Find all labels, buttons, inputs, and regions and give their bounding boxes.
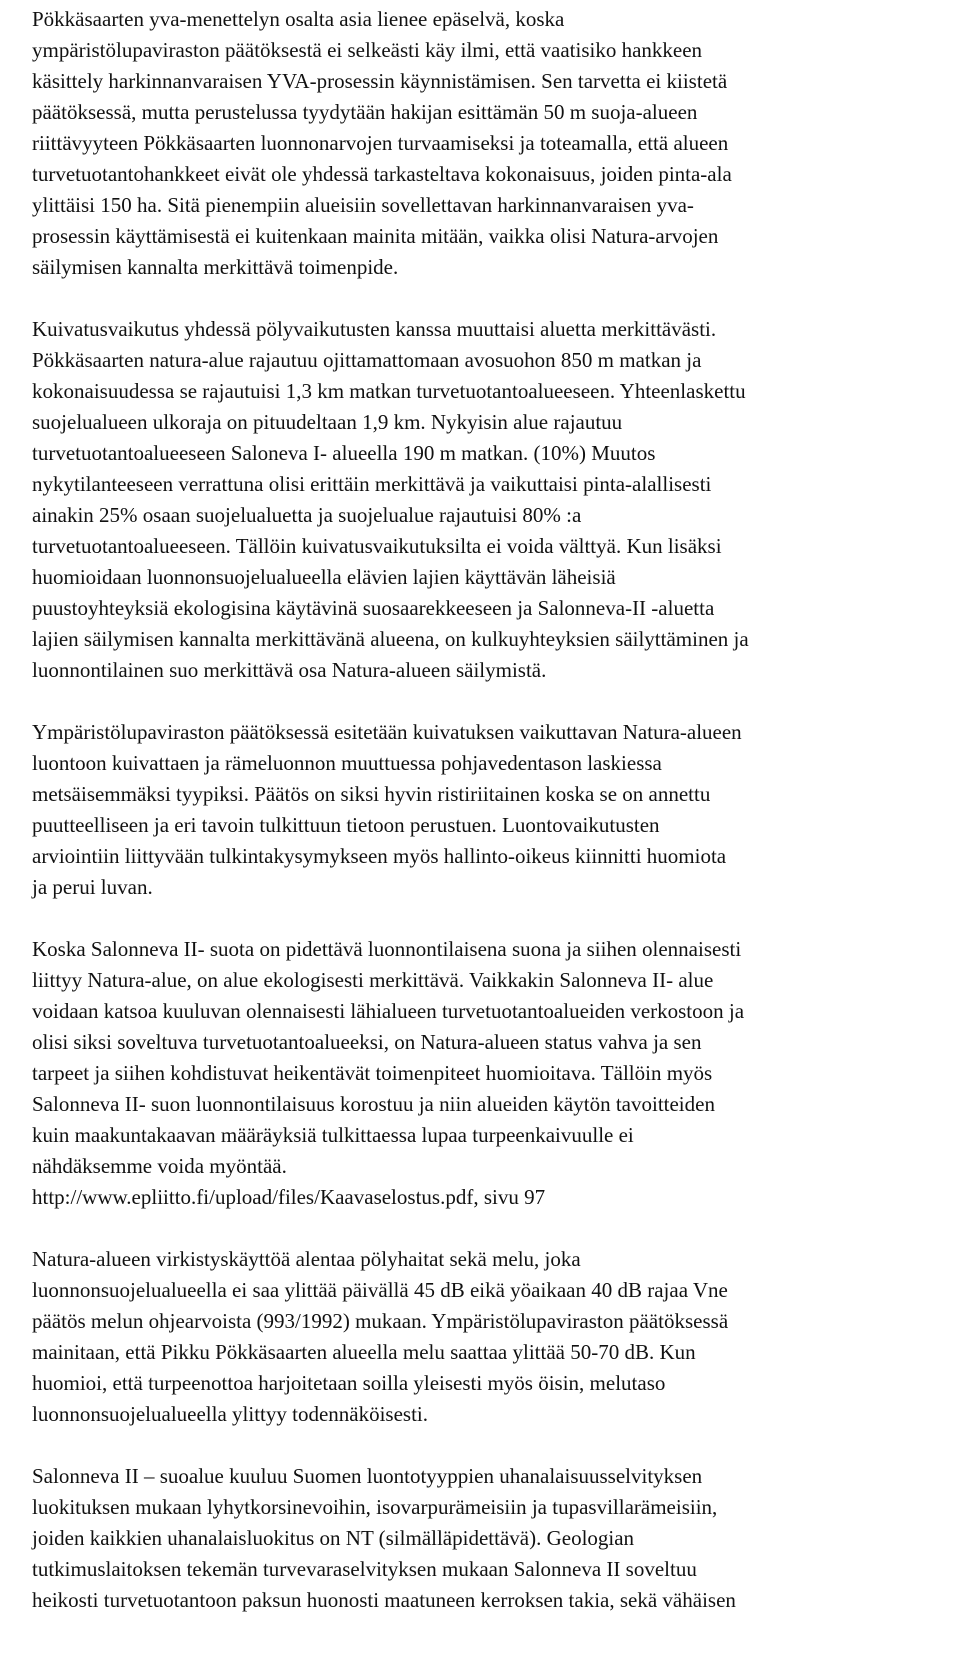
text-line: päätöksessä, mutta perustelussa tyydytään hakijan esittämän 50 m suoja-alueen: [32, 100, 698, 124]
document-page: [32, 4, 946, 1616]
text-line: päätös melun ohjearvoista (993/1992) mukaan. Ympäristölupaviraston päätöksessä: [32, 1309, 729, 1333]
text-line: luonnonsuojelualueella ei saa ylittää päivällä 45 dB eikä yöaikaan 40 dB rajaa Vne: [32, 1278, 728, 1302]
text-line: turvetuotantoalueeseen. Tällöin kuivatusvaikutuksilta ei voida välttyä. Kun lisäksi: [32, 534, 722, 558]
text-line: ja perui luvan.: [32, 875, 153, 899]
text-line: ympäristölupaviraston päätöksestä ei selkeästi käy ilmi, että vaatisiko hankkeen: [32, 38, 703, 62]
text-line: luokituksen mukaan lyhytkorsinevoihin, isovarpurämeisiin ja tupasvillarämeisiin,: [32, 1495, 718, 1519]
text-line: huomioi, että turpeenottoa harjoitetaan soilla yleisesti myös öisin, melutaso: [32, 1371, 666, 1395]
text-line: luontoon kuivattaen ja rämeluonnon muuttuessa pohjavedentason laskiessa: [32, 751, 662, 775]
paragraph-noise-dust: [32, 1244, 946, 1430]
text-line: suojelualueen ulkoraja on pituudeltaan 1,9 km. Nykyisin alue rajautuu: [32, 410, 623, 434]
text-line: säilymisen kannalta merkittävä toimenpide.: [32, 255, 399, 279]
text-line: Natura-alueen virkistyskäyttöä alentaa pölyhaitat sekä melu, joka: [32, 1247, 581, 1271]
text-line: tarpeet ja siihen kohdistuvat heikentävät toimenpiteet huomioitava. Tällöin myös: [32, 1061, 713, 1085]
text-line: puutteelliseen ja eri tavoin tulkittuun tietoon perustuen. Luontovaikutusten: [32, 813, 660, 837]
text-line: turvetuotantohankkeet eivät ole yhdessä tarkasteltava kokonaisuus, joiden pinta-ala: [32, 162, 732, 186]
text-line: metsäisemmäksi tyypiksi. Päätös on siksi hyvin ristiriitainen koska se on annettu: [32, 782, 711, 806]
paragraph-drainage-effect: [32, 314, 946, 686]
text-line: lajien säilymisen kannalta merkittävänä alueena, on kulkuyhteyksien säilyttäminen ja: [32, 627, 749, 651]
text-line: huomioidaan luonnonsuojelualueella elävien lajien käyttävän läheisiä: [32, 565, 616, 589]
text-line: Salonneva II- suon luonnontilaisuus korostuu ja niin alueiden käytön tavoitteiden: [32, 1092, 715, 1116]
source-link[interactable]: http://www.epliitto.fi/upload/files/Kaavaselostus.pdf, sivu 97: [32, 1185, 546, 1209]
text-line: Pökkäsaarten yva-menettelyn osalta asia lienee epäselvä, koska: [32, 7, 565, 31]
text-line: turvetuotantoalueeseen Saloneva I- alueella 190 m matkan. (10%) Muutos: [32, 441, 656, 465]
text-line: arviointiin liittyvään tulkintakysymykseen myös hallinto-oikeus kiinnitti huomiota: [32, 844, 727, 868]
text-line: käsittely harkinnanvaraisen YVA-prosessin käynnistämisen. Sen tarvetta ei kiistetä: [32, 69, 728, 93]
paragraph-habitat-classification: [32, 1461, 946, 1616]
text-line: olisi siksi soveltuva turvetuotantoalueeksi, on Natura-alueen status vahva ja sen: [32, 1030, 702, 1054]
text-line: luonnontilainen suo merkittävä osa Natura-alueen säilymistä.: [32, 658, 547, 682]
text-line: tutkimuslaitoksen tekemän turvevaraselvityksen mukaan Salonneva II soveltuu: [32, 1557, 697, 1581]
text-line: mainitaan, että Pikku Pökkäsaarten alueella melu saattaa ylittää 50-70 dB. Kun: [32, 1340, 696, 1364]
paragraph-yva-procedure: [32, 4, 946, 283]
text-line: ainakin 25% osaan suojelualuetta ja suojelualue rajautuisi 80% :a: [32, 503, 582, 527]
text-line: riittävyyteen Pökkäsaarten luonnonarvojen turvaamiseksi ja toteamalla, että alueen: [32, 131, 729, 155]
text-line: heikosti turvetuotantoon paksun huonosti maatuneen kerroksen takia, sekä vähäisen: [32, 1588, 736, 1612]
text-line: luonnonsuojelualueella ylittyy todennäköisesti.: [32, 1402, 429, 1426]
text-line: liittyy Natura-alue, on alue ekologisesti merkittävä. Vaikkakin Salonneva II- alue: [32, 968, 714, 992]
text-line: Kuivatusvaikutus yhdessä pölyvaikutusten kanssa muuttaisi aluetta merkittävästi.: [32, 317, 717, 341]
text-line: ylittäisi 150 ha. Sitä pienempiin alueisiin sovellettavan harkinnanvaraisen yva-: [32, 193, 694, 217]
text-line: nähdäksemme voida myöntää.: [32, 1154, 287, 1178]
paragraph-salonneva-ecology: [32, 934, 946, 1213]
text-line: Pökkäsaarten natura-alue rajautuu ojittamattomaan avosuohon 850 m matkan ja: [32, 348, 702, 372]
text-line: voidaan katsoa kuuluvan olennaisesti lähialueen turvetuotantoalueiden verkostoon ja: [32, 999, 745, 1023]
text-line: joiden kaikkien uhanalaisluokitus on NT (silmälläpidettävä). Geologian: [32, 1526, 635, 1550]
text-line: puustoyhteyksiä ekologisina käytävinä suosaarekkeeseen ja Salonneva-II -aluetta: [32, 596, 715, 620]
text-line: kokonaisuudessa se rajautuisi 1,3 km matkan turvetuotantoalueeseen. Yhteenlaskettu: [32, 379, 746, 403]
text-line: nykytilanteeseen verrattuna olisi erittäin merkittävä ja vaikuttaisi pinta-alallisesti: [32, 472, 712, 496]
paragraph-permit-decision: [32, 717, 946, 903]
text-line: Salonneva II – suoalue kuuluu Suomen luontotyyppien uhanalaisuusselvityksen: [32, 1464, 703, 1488]
text-line: kuin maakuntakaavan määräyksiä tulkittaessa lupaa turpeenkaivuulle ei: [32, 1123, 634, 1147]
text-line: Koska Salonneva II- suota on pidettävä luonnontilaisena suona ja siihen olennaisesti: [32, 937, 742, 961]
text-line: Ympäristölupaviraston päätöksessä esitetään kuivatuksen vaikuttavan Natura-alueen: [32, 720, 742, 744]
text-line: prosessin käyttämisestä ei kuitenkaan mainita mitään, vaikka olisi Natura-arvojen: [32, 224, 719, 248]
